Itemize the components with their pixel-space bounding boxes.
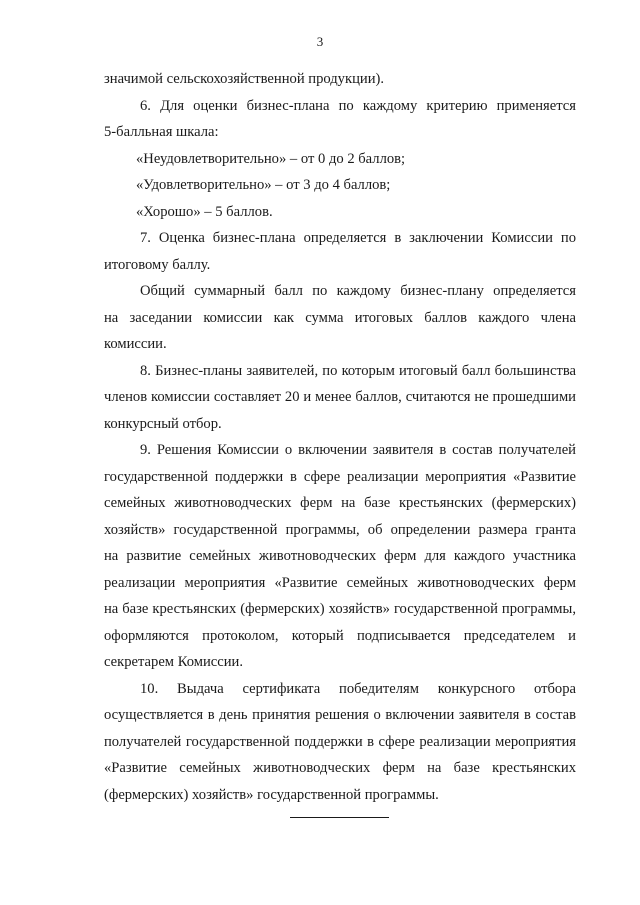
text-line: секретарем Комиссии. (104, 654, 243, 670)
text-line: реализации мероприятия «Развитие семейных животноводческих ферм (104, 574, 576, 591)
text-line: «Неудовлетворительно» – от 0 до 2 баллов; (136, 150, 406, 167)
text-line: получателей государственной поддержки в сфере реализации мероприятия (104, 733, 576, 750)
text-line: осуществляется в день принятия решения о включении заявителя в состав (104, 707, 576, 723)
text-line: на базе крестьянских (фермерских) хозяйств» государственной программы, (104, 601, 576, 617)
text-line: 5-балльная шкала: (104, 124, 219, 140)
text-line: «Развитие семейных животноводческих ферм на базе крестьянских (104, 760, 576, 776)
text-line: комиссии. (104, 336, 167, 352)
text-line: конкурсный отбор. (104, 415, 222, 432)
text-line: значимой сельскохозяйственной продукции). (104, 71, 385, 87)
text-line: оформляются протоколом, который подписывается председателем и (104, 627, 576, 644)
text-line: членов комиссии составляет 20 и менее баллов, считаются не прошедшими (104, 389, 576, 405)
text-line: Общий суммарный балл по каждому бизнес-плану определяется (140, 283, 576, 299)
text-line: итоговому баллу. (104, 256, 211, 273)
text-line: (фермерских) хозяйств» государственной программы. (104, 786, 439, 803)
text-line: 10. Выдача сертификата победителям конкурсного отбора (140, 680, 576, 697)
text-line: 6. Для оценки бизнес-плана по каждому критерию применяется (140, 97, 576, 114)
end-of-text-rule (290, 817, 389, 818)
text-line: «Удовлетворительно» – от 3 до 4 баллов; (136, 177, 391, 193)
text-line: 8. Бизнес-планы заявителей, по которым итоговый балл большинства (140, 362, 576, 379)
text-line: на заседании комиссии как сумма итоговых баллов каждого члена (104, 309, 576, 326)
text-line: 9. Решения Комиссии о включении заявителя в состав получателей (140, 442, 576, 458)
text-line: «Хорошо» – 5 баллов. (136, 203, 273, 220)
text-line: на развитие семейных животноводческих ферм для каждого участника (104, 548, 576, 564)
text-line: семейных животноводческих ферм на базе крестьянских (фермерских) (104, 495, 576, 511)
text-line: хозяйств» государственной программы, об определении размера гранта (104, 521, 576, 538)
text-line: государственной поддержки в сфере реализации мероприятия «Развитие (104, 468, 576, 485)
page-number: 3 (316, 34, 324, 49)
text-line: 7. Оценка бизнес-плана определяется в заключении Комиссии по (140, 230, 576, 246)
document-body (104, 66, 576, 808)
